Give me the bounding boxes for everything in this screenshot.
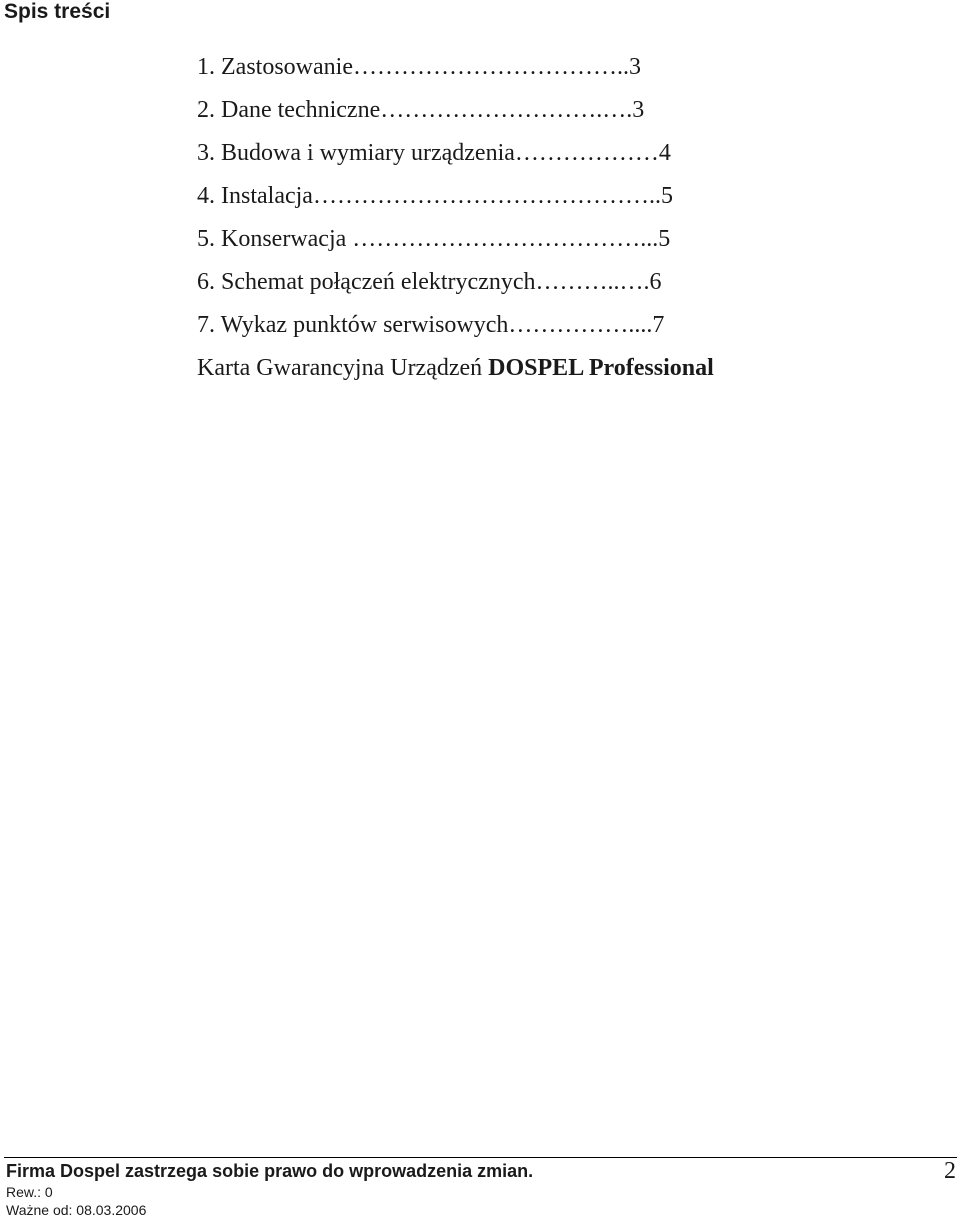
- toc-entry-label: 3. Budowa i wymiary urządzenia………………4: [197, 140, 671, 166]
- revision-label: Rew.: 0: [6, 1184, 53, 1200]
- toc-entry: [197, 181, 837, 224]
- page-number: 2: [944, 1158, 956, 1184]
- toc-entry-label: 6. Schemat połączeń elektrycznych………..….6: [197, 269, 662, 295]
- toc-entry: [197, 267, 837, 310]
- page-title: Spis treści: [4, 0, 111, 23]
- toc-entry: [197, 224, 837, 267]
- toc-entry-label: 4. Instalacja……………………………………..5: [197, 183, 673, 209]
- toc-entry: [197, 95, 837, 138]
- toc-entry-label: 1. Zastosowanie……………………………..3: [197, 54, 641, 80]
- toc-entry-label: 2. Dane techniczne……………………….….3: [197, 97, 645, 123]
- table-of-contents: [197, 52, 837, 396]
- toc-entry-warranty: [197, 353, 837, 396]
- warranty-brand: DOSPEL Professional: [488, 355, 714, 381]
- toc-entry: [197, 310, 837, 353]
- footer-divider: [4, 1157, 957, 1158]
- valid-from-label: Ważne od: 08.03.2006: [6, 1202, 147, 1218]
- footer-notice: Firma Dospel zastrzega sobie prawo do wprowadzenia zmian.: [6, 1161, 534, 1181]
- toc-entry: [197, 138, 837, 181]
- toc-entry-label: 7. Wykaz punktów serwisowych……………....7: [197, 312, 665, 338]
- warranty-title: Karta Gwarancyjna Urządzeń: [197, 355, 489, 381]
- toc-entry-label: 5. Konserwacja ………………………………...5: [197, 226, 671, 252]
- toc-entry: [197, 52, 837, 95]
